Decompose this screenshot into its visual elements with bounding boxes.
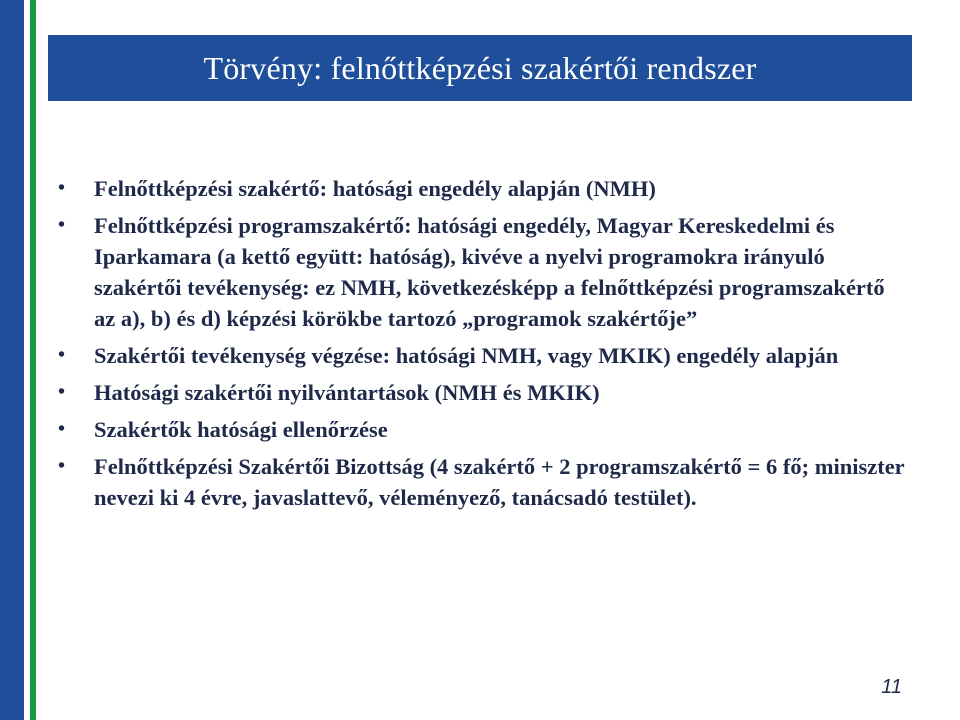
left-blue-stripe (0, 0, 24, 720)
list-item (56, 340, 906, 371)
list-item-text: Szakértői tevékenység végzése: hatósági NMH, vagy MKIK) engedély alapján (94, 343, 839, 368)
bullet-icon: • (58, 418, 66, 440)
page-number: 11 (881, 676, 902, 698)
list-item-text: Felnőttképzési Szakértői Bizottság (4 szakértő + 2 programszakértő = 6 fő; miniszter nevezi ki 4 évre, javaslattevő, véleményező, tanácsadó testület). (94, 454, 905, 510)
bullet-icon: • (58, 214, 66, 236)
list-item-text: Felnőttképzési programszakértő: hatósági engedély, Magyar Kereskedelmi és Iparkamara (a kettő együtt: hatóság), kivéve a nyelvi programokra irányuló szakértői tevékenység: ez NMH, következésképp a felnőttképzési programszakértő az a), b) és d) képzési körökbe tartozó „programok szakértője” (94, 213, 885, 331)
left-green-stripe (30, 0, 36, 720)
list-item (56, 377, 906, 408)
slide-title: Törvény: felnőttképzési szakértői rendszer (48, 35, 912, 101)
bullet-icon: • (58, 177, 66, 199)
list-item (56, 210, 906, 334)
bullet-list (56, 173, 906, 519)
list-item (56, 173, 906, 204)
list-item-text: Szakértők hatósági ellenőrzése (94, 417, 388, 442)
list-item (56, 414, 906, 445)
bullet-icon: • (58, 455, 66, 477)
bullet-icon: • (58, 344, 66, 366)
list-item (56, 451, 906, 513)
list-item-text: Hatósági szakértői nyilvántartások (NMH és MKIK) (94, 380, 600, 405)
bullet-icon: • (58, 381, 66, 403)
list-item-text: Felnőttképzési szakértő: hatósági engedély alapján (NMH) (94, 176, 656, 201)
